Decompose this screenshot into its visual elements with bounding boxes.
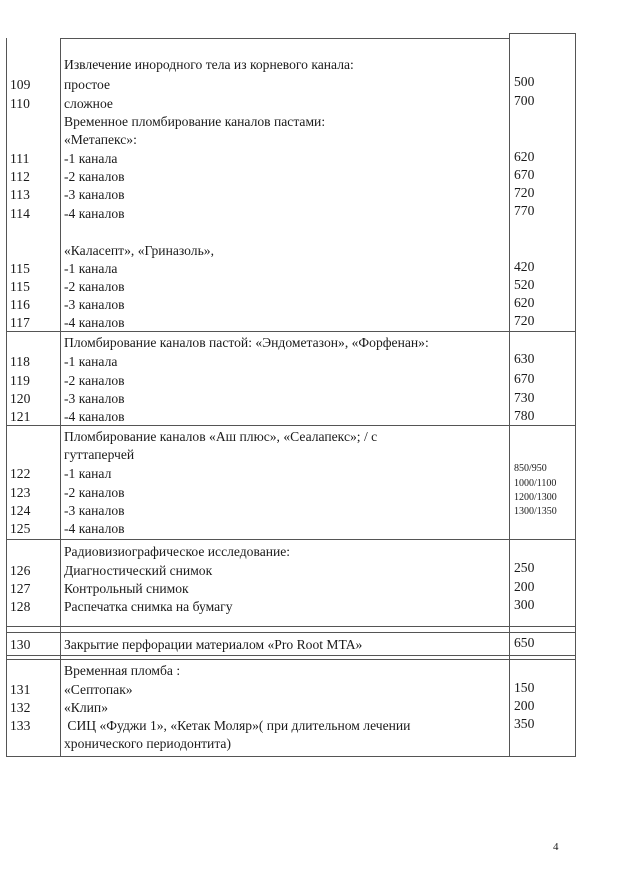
row-price: 720 (514, 185, 535, 200)
row-number: 125 (10, 521, 31, 536)
row-number: 121 (10, 409, 31, 424)
row-price: 200 (514, 698, 535, 713)
row-description: -4 каналов (64, 521, 125, 536)
row-description: СИЦ «Фуджи 1», «Кетак Моляр»( при длительном лечении (64, 718, 411, 733)
section-heading: Пломбирование каналов «Аш плюс», «Сеалапекс»; / с (64, 429, 378, 444)
row-number: 112 (10, 169, 30, 184)
row-description: «Клип» (64, 700, 108, 715)
row-number: 122 (10, 466, 31, 481)
row-separator (6, 655, 576, 656)
row-number: 128 (10, 599, 31, 614)
row-separator (6, 659, 576, 660)
section-heading: Радиовизиографическое исследование: (64, 544, 291, 559)
row-price: 200 (514, 579, 535, 594)
column-divider-number (60, 38, 61, 756)
row-price: 150 (514, 680, 535, 695)
row-price: 650 (514, 635, 535, 650)
row-number: 120 (10, 391, 31, 406)
row-description: -2 каналов (64, 279, 125, 294)
row-price: 630 (514, 351, 535, 366)
section-heading: Пломбирование каналов пастой: «Эндометазон», «Форфенан»: (64, 335, 429, 350)
row-description: Распечатка снимка на бумагу (64, 599, 233, 614)
row-description: -4 каналов (64, 206, 125, 221)
row-number: 130 (10, 637, 31, 652)
row-price: 670 (514, 371, 535, 386)
row-price: 700 (514, 93, 535, 108)
row-number: 119 (10, 373, 30, 388)
row-description: -3 каналов (64, 187, 125, 202)
row-separator (6, 626, 576, 627)
page-number: 4 (553, 841, 559, 853)
row-description: -3 каналов (64, 503, 125, 518)
row-price: 720 (514, 313, 535, 328)
section-heading: Временное пломбирование каналов пастами: (64, 114, 326, 129)
row-description-continued: хронического периодонтита) (64, 736, 231, 751)
section-subheading: «Метапекс»: (64, 132, 137, 147)
row-number: 124 (10, 503, 31, 518)
row-description: -3 каналов (64, 297, 125, 312)
row-price: 730 (514, 390, 535, 405)
row-price: 780 (514, 408, 535, 423)
row-separator (6, 632, 576, 633)
row-separator (6, 539, 576, 540)
row-price: 250 (514, 560, 535, 575)
row-price: 1200/1300 (514, 492, 557, 503)
row-description: -4 каналов (64, 409, 125, 424)
row-price: 1000/1100 (514, 478, 557, 489)
row-number: 116 (10, 297, 30, 312)
row-description: Закрытие перфорации материалом «Pro Root MTA» (64, 637, 363, 652)
row-price: 620 (514, 295, 535, 310)
row-price: 620 (514, 149, 535, 164)
row-description: -3 каналов (64, 391, 125, 406)
table-left-border (6, 38, 7, 756)
section-heading-continued: гуттаперчей (64, 447, 135, 462)
row-description: -1 канала (64, 354, 118, 369)
row-number: 109 (10, 77, 31, 92)
row-description: Диагностический снимок (64, 563, 213, 578)
section-heading: Временная пломба : (64, 663, 181, 678)
row-number: 114 (10, 206, 30, 221)
row-description: -1 канала (64, 261, 118, 276)
row-number: 133 (10, 718, 31, 733)
row-number: 111 (10, 151, 30, 166)
table-right-border (575, 33, 576, 756)
row-description: -1 канала (64, 151, 118, 166)
row-price: 1300/1350 (514, 506, 557, 517)
row-number: 131 (10, 682, 31, 697)
row-description: -2 каналов (64, 169, 125, 184)
row-description: Контрольный снимок (64, 581, 189, 596)
row-price: 670 (514, 167, 535, 182)
row-number: 115 (10, 261, 30, 276)
table-top-border (60, 38, 510, 39)
row-description: «Септопак» (64, 682, 133, 697)
row-price: 520 (514, 277, 535, 292)
row-description: простое (64, 77, 110, 92)
section-heading: Извлечение инородного тела из корневого канала: (64, 57, 354, 72)
row-description: сложное (64, 96, 113, 111)
row-description: -4 каналов (64, 315, 125, 330)
row-number: 110 (10, 96, 30, 111)
table-bottom-border (6, 756, 576, 757)
row-description: -2 каналов (64, 373, 125, 388)
row-description: -1 канал (64, 466, 112, 481)
row-number: 115 (10, 279, 30, 294)
row-number: 123 (10, 485, 31, 500)
column-divider-price (509, 33, 510, 756)
section-subheading: «Каласепт», «Гриназоль», (64, 243, 214, 258)
row-number: 127 (10, 581, 31, 596)
row-description: -2 каналов (64, 485, 125, 500)
row-number: 126 (10, 563, 31, 578)
row-price: 850/950 (514, 463, 547, 474)
row-number: 117 (10, 315, 30, 330)
row-price: 350 (514, 716, 535, 731)
row-price: 420 (514, 259, 535, 274)
row-price: 770 (514, 203, 535, 218)
row-price: 500 (514, 74, 535, 89)
row-price: 300 (514, 597, 535, 612)
row-number: 113 (10, 187, 30, 202)
row-number: 118 (10, 354, 30, 369)
row-number: 132 (10, 700, 31, 715)
table-top-border-price (509, 33, 576, 34)
